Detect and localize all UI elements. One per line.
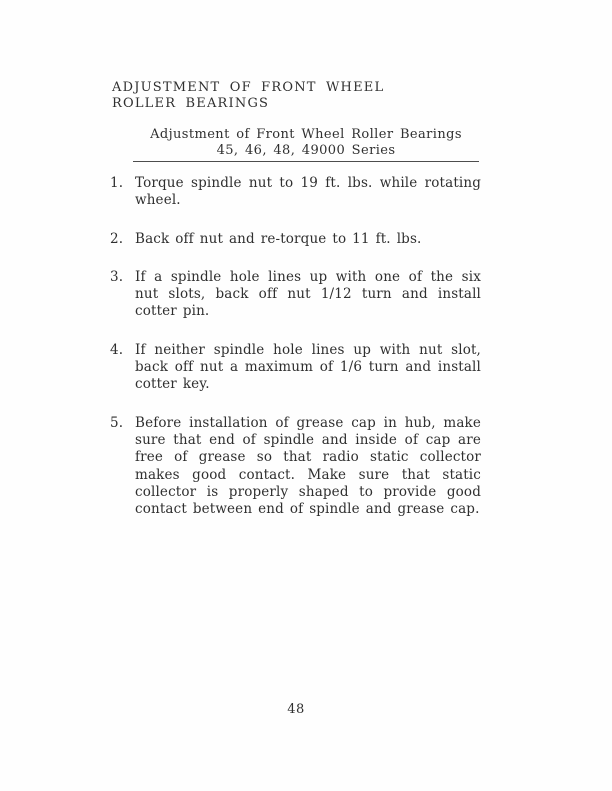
page-heading bbox=[112, 80, 492, 112]
list-item-text: Back off nut and re-torque to 11 ft. lbs. bbox=[135, 230, 422, 247]
list-item-text: Before installation of grease cap in hub, make sure that end of spindle and inside of cap are free of grease so that radio static collector makes good contact. Make sure that static collector is properly shaped to provide good contact between end of spindle and grease cap. bbox=[135, 414, 481, 518]
list-item bbox=[110, 175, 481, 210]
page-number: 48 bbox=[287, 702, 305, 717]
list-item-text: If neither spindle hole lines up with nut slot, back off nut a maximum of 1/6 turn and install cotter key. bbox=[135, 341, 481, 393]
list-item-text: Torque spindle nut to 19 ft. lbs. while rotating wheel. bbox=[135, 175, 481, 209]
list-item-number: 4. bbox=[110, 341, 124, 358]
list-item-number: 3. bbox=[110, 268, 124, 285]
heading-line-1: ADJUSTMENT OF FRONT WHEEL bbox=[112, 80, 385, 95]
list-item bbox=[110, 342, 481, 394]
list-item-text: If a spindle hole lines up with one of the six nut slots, back off nut 1/12 turn and install cotter pin. bbox=[135, 268, 481, 320]
list-item bbox=[110, 231, 481, 248]
list-item-number: 1. bbox=[110, 175, 124, 191]
list-item-number: 2. bbox=[110, 230, 124, 247]
heading-line-2: ROLLER BEARINGS bbox=[112, 96, 270, 111]
list-item bbox=[110, 415, 481, 519]
section-subtitle bbox=[133, 127, 479, 162]
list-item bbox=[110, 269, 481, 321]
list-item-number: 5. bbox=[110, 414, 124, 431]
instruction-list bbox=[110, 175, 481, 539]
subtitle-line-1: Adjustment of Front Wheel Roller Bearings bbox=[150, 127, 462, 142]
subtitle-line-2: 45, 46, 48, 49000 Series bbox=[216, 143, 396, 158]
